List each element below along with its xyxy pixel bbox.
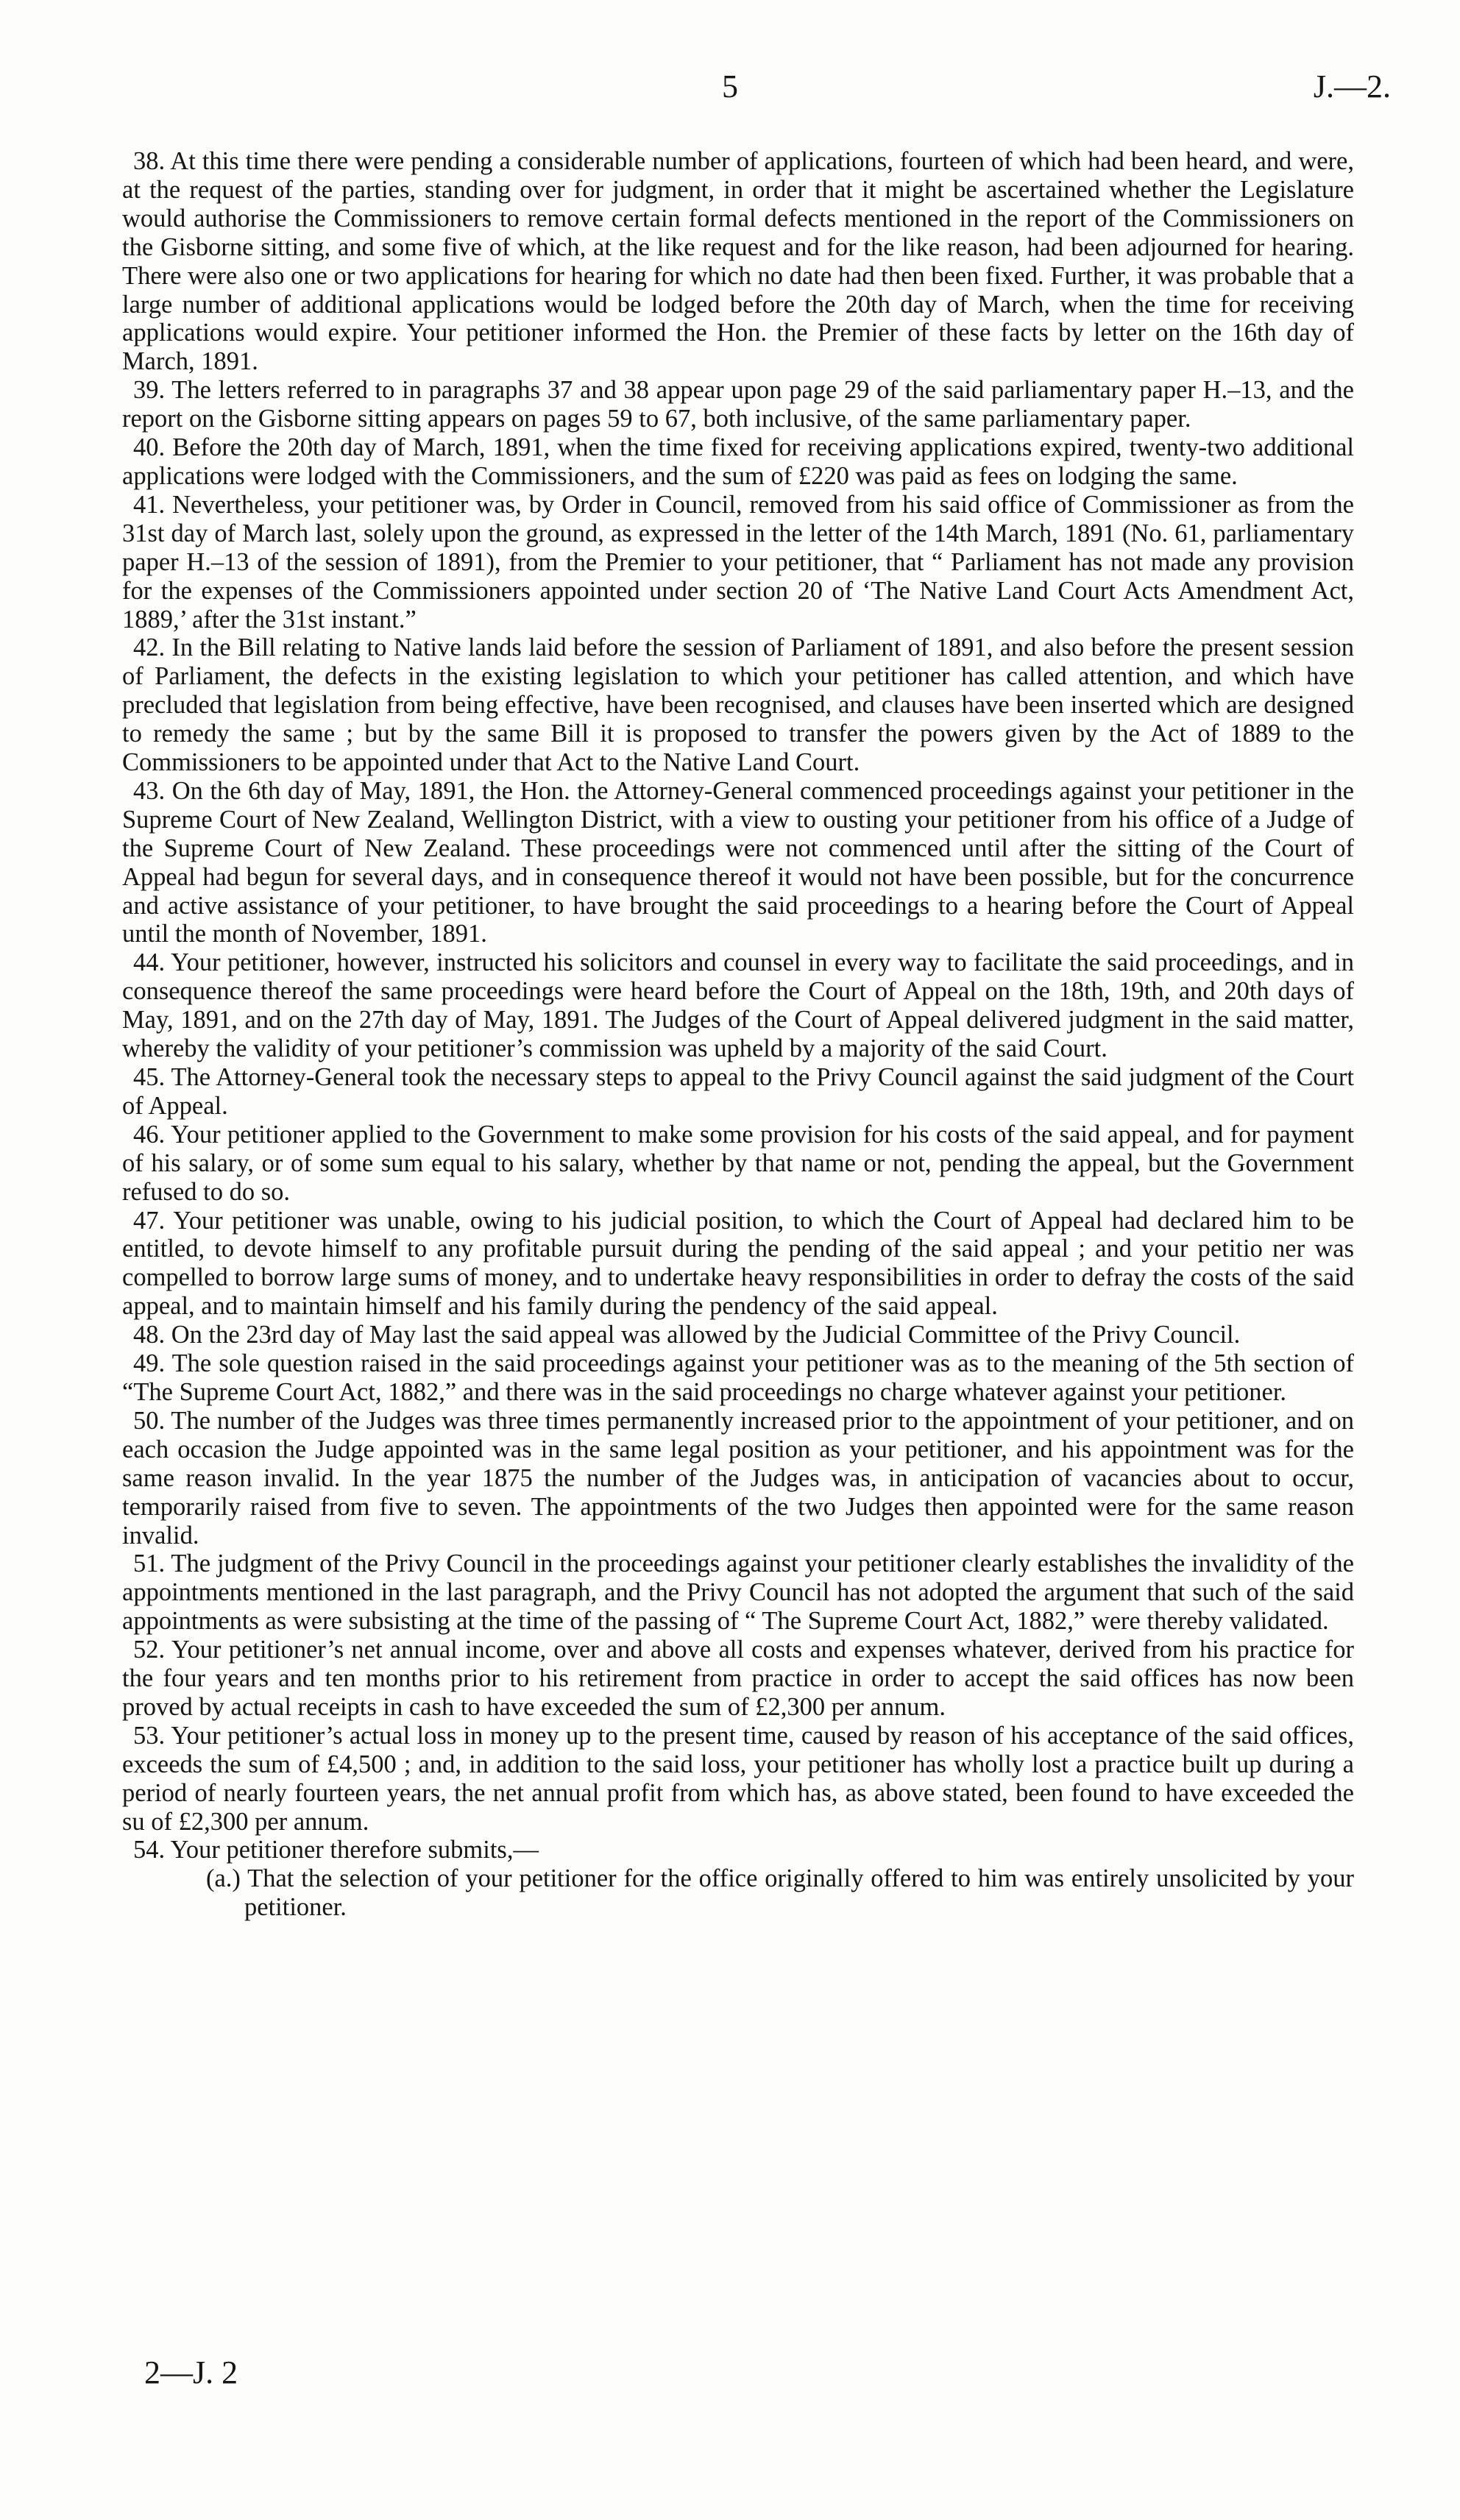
paragraph-51: 51. The judgment of the Privy Council in the proceedings against your petitioner clearly establishes the invalidity of the appointments mentioned in the last paragraph, and the Privy Council has not adopted the argument that such of the said appointments as were subsisting at the time of the passing of “ The Supreme Court Act, 1882,” were thereby validated.: [122, 1550, 1354, 1636]
paragraph-40: 40. Before the 20th day of March, 1891, when the time fixed for receiving applications expired, twenty-two additional applications were lodged with the Commissioners, and the sum of £220 was paid as fees on lodging the same.: [122, 433, 1354, 490]
paragraph-50: 50. The number of the Judges was three times permanently increased prior to the appointment of your petitioner, and on each occasion the Judge appointed was in the same legal position as your petitioner, and his appointment was for the same reason invalid. In the year 1875 the number of the Judges was, in anticipation of vacancies about to occur, temporarily raised from five to seven. The appointments of the two Judges then appointed were for the same reason invalid.: [122, 1406, 1354, 1550]
paragraph-49: 49. The sole question raised in the said proceedings against your petitioner was as to the meaning of the 5th section of “The Supreme Court Act, 1882,” and there was in the said proceedings no charge whatever against your petitioner.: [122, 1349, 1354, 1406]
paragraph-42: 42. In the Bill relating to Native lands laid before the session of Parliament of 1891, and also before the present session of Parliament, the defects in the existing legislation to which your petitioner has called attention, and which have precluded that legislation from being effective, have been recognised, and clauses have been inserted which are designed to remedy the same ; but by the same Bill it is proposed to transfer the powers given by the Act of 1889 to the Commissioners to be appointed under that Act to the Native Land Court.: [122, 633, 1354, 777]
paragraph-47: 47. Your petitioner was unable, owing to his judicial position, to which the Court of Appeal had declared him to be entitled, to devote himself to any profitable pursuit during the pending of the said appeal ; and your petitio ner was compelled to borrow large sums of money, and to undertake heavy responsibilities in order to defray the costs of the said appeal, and to maintain himself and his family during the pendency of the said appeal.: [122, 1206, 1354, 1321]
paragraph-44: 44. Your petitioner, however, instructed his solicitors and counsel in every way to facilitate the said proceedings, and in consequence thereof the same proceedings were heard before the Court of Appeal on the 18th, 19th, and 20th days of May, 1891, and on the 27th day of May, 1891. The Judges of the Court of Appeal delivered judgment in the said matter, whereby the validity of your petitioner’s commission was upheld by a majority of the said Court.: [122, 948, 1354, 1063]
document-reference: J.—2.: [1313, 68, 1391, 104]
paragraph-41: 41. Nevertheless, your petitioner was, by Order in Council, removed from his said office of Commissioner as from the 31st day of March last, solely upon the ground, as expressed in the letter of the 14th March, 1891 (No. 61, parliamentary paper H.–13 of the session of 1891), from the Premier to your petitioner, that “ Parliament has not made any provision for the expenses of the Commissioners appointed under section 20 of ‘The Native Land Court Acts Amendment Act, 1889,’ after the 31st instant.”: [122, 490, 1354, 633]
paragraph-43: 43. On the 6th day of May, 1891, the Hon. the Attorney-General commenced proceedings against your petitioner in the Supreme Court of New Zealand, Wellington District, with a view to ousting your petitioner from his office of a Judge of the Supreme Court of New Zealand. These proceedings were not commenced until after the sitting of the Court of Appeal had begun for several days, and in consequence thereof it would not have been possible, but for the concurrence and active assistance of your petitioner, to have brought the said proceedings to a hearing before the Court of Appeal until the month of November, 1891.: [122, 776, 1354, 948]
paragraph-48: 48. On the 23rd day of May last the said appeal was allowed by the Judicial Committee of the Privy Council.: [133, 1321, 1241, 1349]
page-number: 5: [722, 68, 738, 104]
paragraph-53: 53. Your petitioner’s actual loss in money up to the present time, caused by reason of his acceptance of the said offices, exceeds the sum of £4,500 ; and, in addition to the said loss, your petitioner has wholly lost a practice built up during a period of nearly fourteen years, the net annual profit from which has, as above stated, been found to have exceeded the su of £2,300 per annum.: [122, 1721, 1354, 1836]
sub-item-a: (a.) That the selection of your petitioner for the office originally offered to him was entirely unsolicited by your petitioner.: [206, 1864, 1354, 1922]
paragraph-46: 46. Your petitioner applied to the Government to make some provision for his costs of the said appeal, and for payment of his salary, or of some sum equal to his salary, whether by that name or not, pending the appeal, but the Government refused to do so.: [122, 1120, 1354, 1206]
paragraph-54: 54. Your petitioner therefore submits,—: [133, 1836, 539, 1864]
paragraph-38: 38. At this time there were pending a considerable number of applications, fourteen of which had been heard, and were, at the request of the parties, standing over for judgment, in order that it might be ascertained whether the Legislature would authorise the Commissioners to remove certain formal defects mentioned in the report of the Commissioners on the Gisborne sitting, and some five of which, at the like request and for the like reason, had been adjourned for hearing. There were also one or two applications for hearing for which no date had then been fixed. Further, it was probable that a large number of additional applications would be lodged before the 20th day of March, when the time for receiving applications would expire. Your petitioner informed the Hon. the Premier of these facts by letter on the 16th day of March, 1891.: [122, 147, 1354, 376]
paragraph-39: 39. The letters referred to in paragraphs 37 and 38 appear upon page 29 of the said parliamentary paper H.–13, and the report on the Gisborne sitting appears on pages 59 to 67, both inclusive, of the same parliamentary paper.: [122, 376, 1354, 433]
paragraph-52: 52. Your petitioner’s net annual income, over and above all costs and expenses whatever, derived from his practice for the four years and ten months prior to his retirement from practice in order to accept the said offices has now been proved by actual receipts in cash to have exceeded the sum of £2,300 per annum.: [122, 1636, 1354, 1721]
signature-mark: 2—J. 2: [144, 2354, 238, 2391]
paragraph-45: 45. The Attorney-General took the necessary steps to appeal to the Privy Council against the said judgment of the Court of Appeal.: [122, 1063, 1354, 1120]
document-body: [122, 147, 1354, 1922]
